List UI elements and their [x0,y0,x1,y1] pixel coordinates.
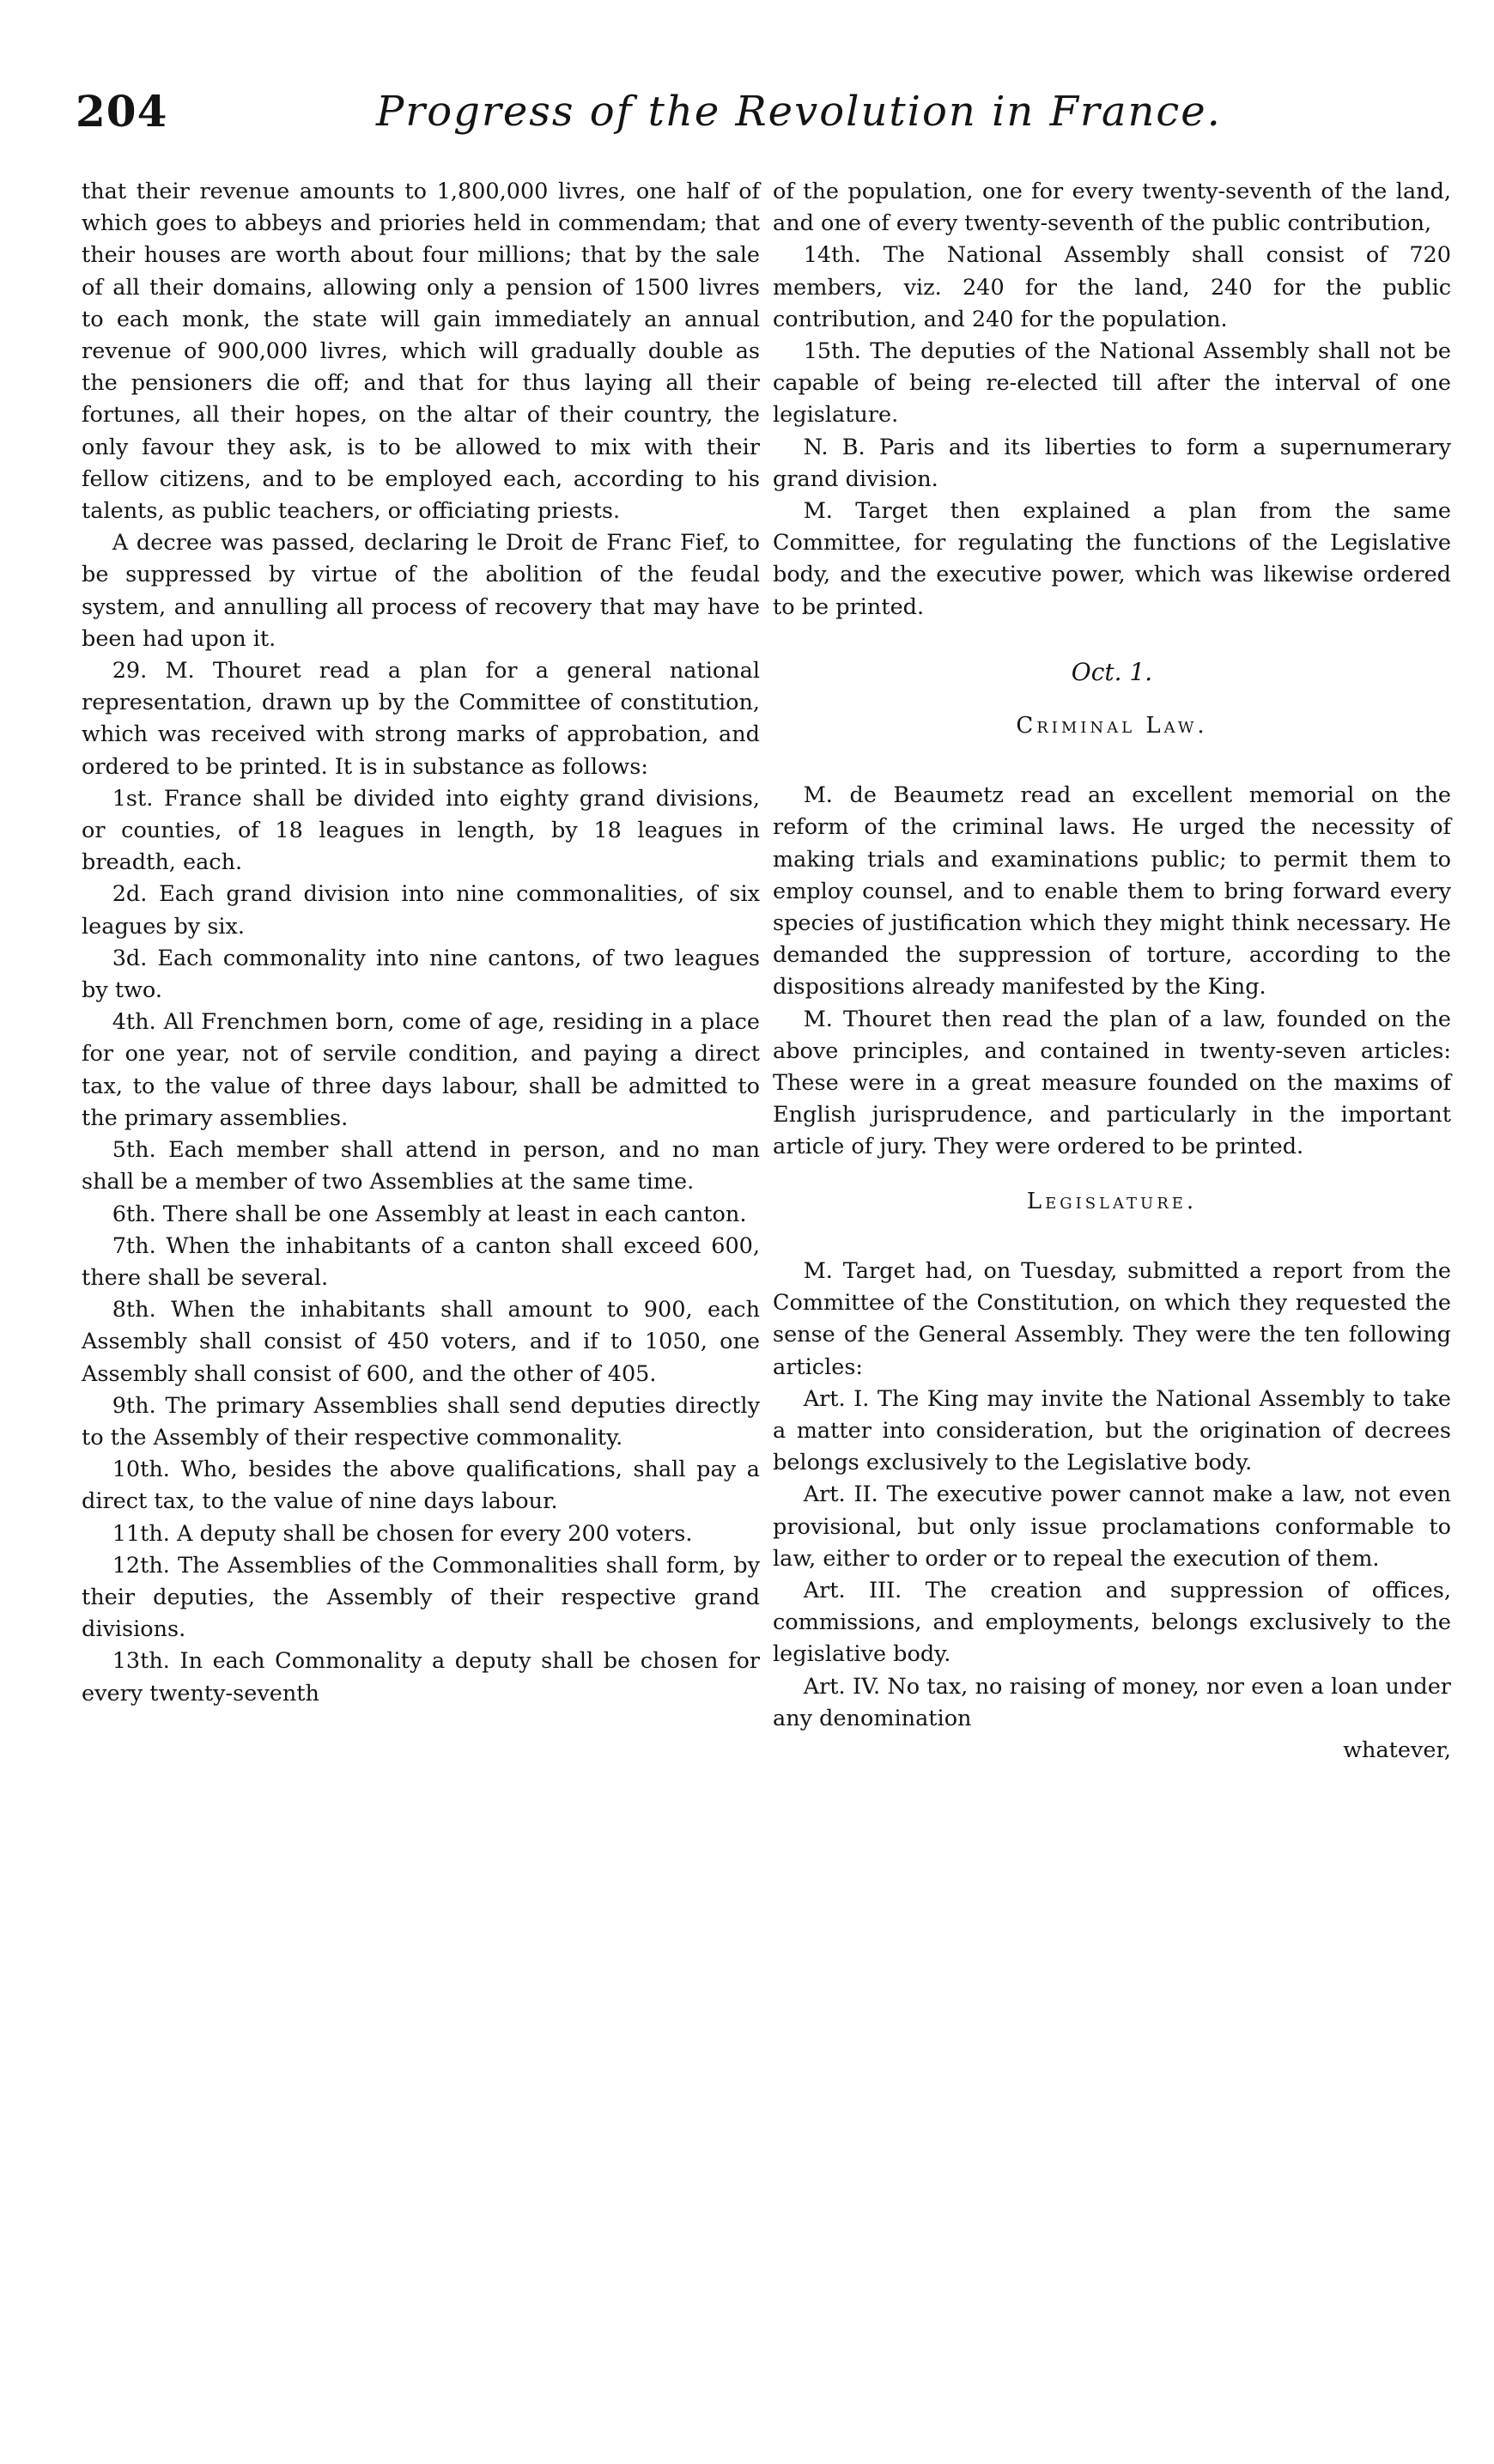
article-item: Art. III. The creation and suppression of offices, commissions, and employments, belongs exclusively to the legislative body. [773,1577,1451,1668]
paragraph: of the population, one for every twenty-seventh of the land, and one of every twenty-seventh of the public contribution, [773,179,1451,237]
running-title: Progress of the Revolution in France. [376,88,1222,136]
article-item: 3d. Each commonality into nine cantons, of two leagues by two. [82,945,760,1004]
article-item: 1st. France shall be divided into eighty grand divisions, or counties, of 18 leagues in length, by 18 leagues in breadth, each. [82,785,760,876]
article-item: 7th. When the inhabitants of a canton shall exceed 600, there shall be several. [82,1232,760,1291]
date-heading: Oct. 1. [1071,657,1153,686]
right-column [773,176,1451,1767]
catchword: whatever, [1343,1737,1451,1763]
section-heading-criminal-law: Criminal Law. [1016,713,1208,739]
article-item: Art. IV. No tax, no raising of money, nor even a loan under any denomination [773,1673,1451,1731]
section-heading-legislature: Legislature. [1026,1188,1198,1214]
article-item: 10th. Who, besides the above qualifications, shall pay a direct tax, to the value of nine days labour. [82,1457,760,1515]
paragraph: M. Target then explained a plan from the same Committee, for regulating the functions of the Legislative body, and the executive power, which was likewise ordered to be printed. [773,498,1451,620]
article-item: 2d. Each grand division into nine commonalities, of six leagues by six. [82,881,760,940]
article-item: 9th. The primary Assemblies shall send deputies directly to the Assembly of their respective commonality. [82,1392,760,1451]
left-column [82,176,760,1710]
article-item: 13th. In each Commonality a deputy shall be chosen for every twenty-seventh [82,1648,760,1707]
article-item: 12th. The Assemblies of the Commonalities shall form, by their deputies, the Assembly of their respective grand divisions. [82,1552,760,1643]
page-number: 204 [76,86,168,137]
article-item: 6th. There shall be one Assembly at least in each canton. [112,1201,747,1227]
article-item: 15th. The deputies of the National Assembly shall not be capable of being re-elected till after the interval of one legislature. [773,338,1451,429]
article-item: 14th. The National Assembly shall consist of 720 members, viz. 240 for the land, 240 for the public contribution, and 240 for the population. [773,242,1451,332]
paragraph: N. B. Paris and its liberties to form a supernumerary grand division. [773,434,1451,492]
article-item: 11th. A deputy shall be chosen for every 200 voters. [112,1520,693,1547]
paragraph: M. Thouret then read the plan of a law, founded on the above principles, and contained in twenty-seven articles: These were in a great measure founded on the maxims of English jurisprudence, and particularly in the important article of jury. They were ordered to be printed. [773,1006,1451,1160]
paragraph: M. de Beaumetz read an excellent memorial on the reform of the criminal laws. He urged the necessity of making trials and examinations public; to permit them to employ counsel, and to enable them to bring forward every species of justification which they might think necessary. He demanded the suppression of torture, according to the dispositions already manifested by the King. [773,782,1451,1001]
page-header [76,86,1398,148]
article-item: Art. II. The executive power cannot make a law, not even provisional, but only issue proclamations conformable to law, either to order or to repeal the execution of them. [773,1481,1451,1572]
article-item: 4th. All Frenchmen born, come of age, residing in a place for one year, not of servile condition, and paying a direct tax, to the value of three days labour, shall be admitted to the primary assemblies. [82,1009,760,1131]
paragraph: 29. M. Thouret read a plan for a general national representation, drawn up by the Committee of constitution, which was received with strong marks of approbation, and ordered to be printed. It is in substance as follows: [82,658,760,780]
article-item: Art. I. The King may invite the National Assembly to take a matter into consideration, but the origination of decrees belongs exclusively to the Legislative body. [773,1385,1451,1476]
article-item: 5th. Each member shall attend in person, and no man shall be a member of two Assemblies at the same time. [82,1137,760,1195]
article-item: 8th. When the inhabitants shall amount to 900, each Assembly shall consist of 450 voters, and if to 1050, one Assembly shall consist of 600, and the other of 405. [82,1297,760,1387]
paragraph: M. Target had, on Tuesday, submitted a report from the Committee of the Constitution, on which they requested the sense of the General Assembly. They were the ten following articles: [773,1257,1451,1380]
paragraph: A decree was passed, declaring le Droit de Franc Fief, to be suppressed by virtue of the abolition of the feudal system, and annulling all process of recovery that may have been had upon it. [82,530,760,652]
paragraph: that their revenue amounts to 1,800,000 livres, one half of which goes to abbeys and priories held in commendam; that their houses are worth about four millions; that by the sale of all their domains, allowing only a pension of 1500 livres to each monk, the state will gain immediately an annual revenue of 900,000 livres, which will gradually double as the pensioners die off; and that for thus laying all their fortunes, all their hopes, on the altar of their country, the only favour they ask, is to be allowed to mix with their fellow citizens, and to be employed each, according to his talents, as public teachers, or officiating priests. [82,179,760,525]
